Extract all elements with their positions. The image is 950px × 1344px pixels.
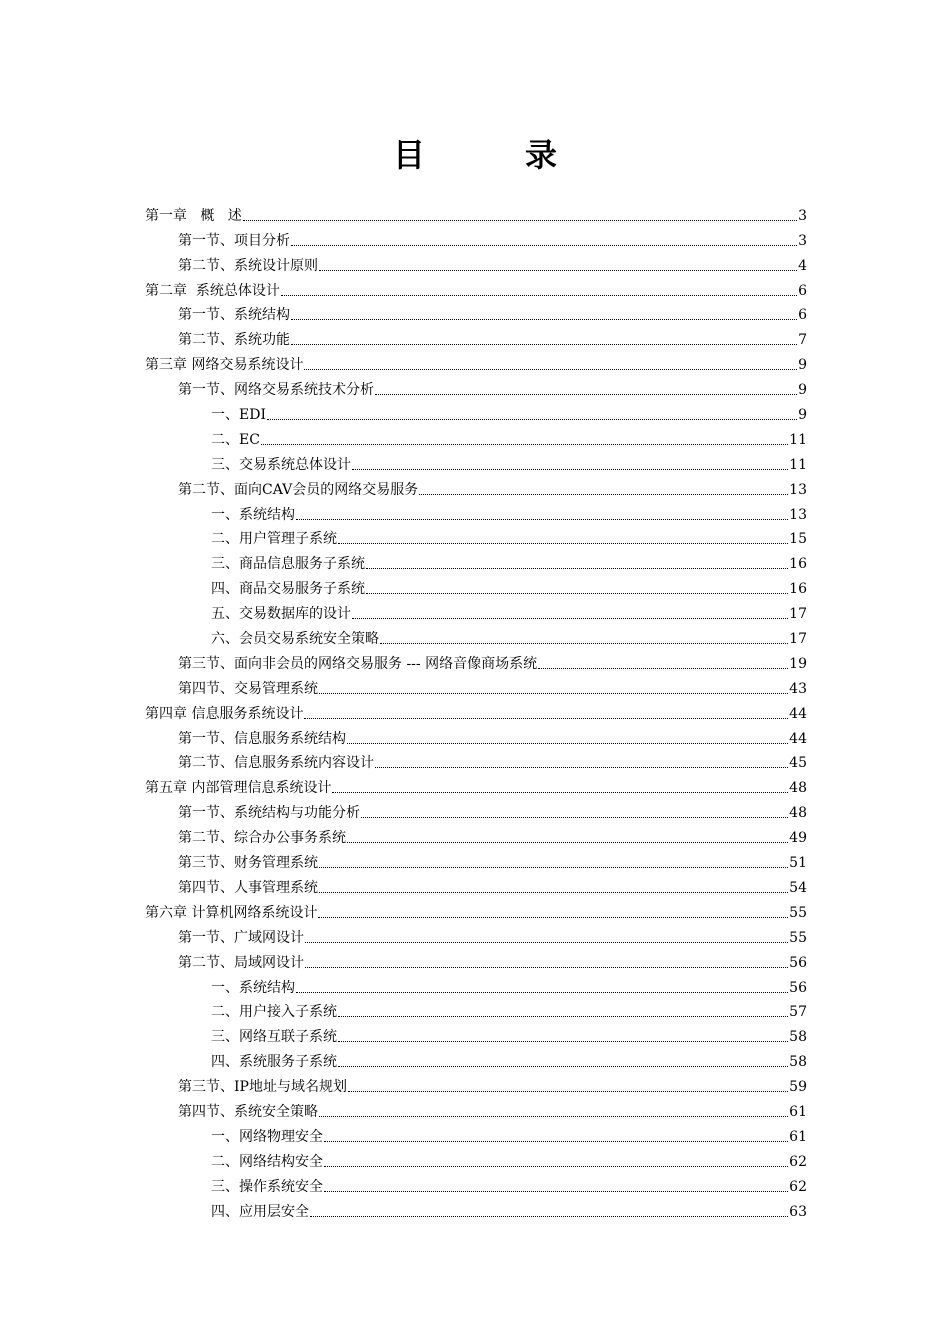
toc-entry-label: 第一节、系统结构与功能分析 bbox=[178, 805, 360, 822]
toc-entry-label: 第三节、财务管理系统 bbox=[178, 855, 318, 872]
toc-entry-label: 第二节、面向CAV会员的网络交易服务 bbox=[178, 481, 419, 498]
toc-dot-leader bbox=[352, 618, 788, 619]
toc-entry[interactable] bbox=[145, 1196, 807, 1221]
toc-entry[interactable] bbox=[145, 897, 807, 922]
toc-entry[interactable] bbox=[145, 1071, 807, 1096]
toc-dot-leader bbox=[380, 643, 788, 644]
toc-dot-leader bbox=[296, 992, 788, 993]
toc-dot-leader bbox=[318, 917, 788, 918]
toc-entry-page-number: 56 bbox=[789, 954, 807, 971]
toc-entry-label: 第二节、信息服务系统内容设计 bbox=[178, 755, 374, 772]
toc-entry-page-number: 7 bbox=[798, 332, 807, 349]
toc-dot-leader bbox=[319, 1116, 788, 1117]
toc-entry-page-number: 62 bbox=[789, 1178, 807, 1195]
toc-entry-page-number: 56 bbox=[789, 979, 807, 996]
toc-entry-page-number: 58 bbox=[789, 1029, 807, 1046]
toc-entry-page-number: 59 bbox=[789, 1079, 807, 1096]
toc-entry[interactable] bbox=[145, 548, 807, 573]
toc-dot-leader bbox=[319, 693, 788, 694]
toc-entry-label: 四、系统服务子系统 bbox=[211, 1054, 337, 1071]
toc-dot-leader bbox=[304, 369, 797, 370]
toc-entry-page-number: 6 bbox=[798, 307, 807, 324]
toc-entry-label: 第四节、交易管理系统 bbox=[178, 680, 318, 697]
toc-entry[interactable] bbox=[145, 648, 807, 673]
toc-entry[interactable] bbox=[145, 474, 807, 499]
toc-dot-leader bbox=[375, 394, 797, 395]
toc-dot-leader bbox=[296, 519, 788, 520]
toc-entry-page-number: 9 bbox=[798, 357, 807, 374]
toc-entry[interactable] bbox=[145, 922, 807, 947]
toc-entry[interactable] bbox=[145, 972, 807, 997]
toc-entry-page-number: 61 bbox=[789, 1128, 807, 1145]
toc-entry[interactable] bbox=[145, 947, 807, 972]
toc-entry[interactable] bbox=[145, 524, 807, 549]
toc-dot-leader bbox=[375, 767, 788, 768]
toc-entry-label: 三、交易系统总体设计 bbox=[211, 456, 351, 473]
table-of-contents bbox=[145, 200, 807, 1221]
toc-entry-label: 二、用户管理子系统 bbox=[211, 531, 337, 548]
page-title bbox=[0, 128, 950, 178]
toc-entry-page-number: 13 bbox=[789, 481, 807, 498]
toc-entry-label: 二、EC bbox=[211, 431, 260, 448]
toc-dot-leader bbox=[348, 1091, 788, 1092]
toc-dot-leader bbox=[419, 494, 788, 495]
toc-entry-label: 六、会员交易系统安全策略 bbox=[211, 631, 379, 648]
toc-entry[interactable] bbox=[145, 1171, 807, 1196]
toc-entry[interactable] bbox=[145, 200, 807, 225]
toc-entry[interactable] bbox=[145, 499, 807, 524]
toc-entry-page-number: 45 bbox=[789, 755, 807, 772]
toc-dot-leader bbox=[324, 1141, 788, 1142]
toc-dot-leader bbox=[243, 220, 797, 221]
title-char-1: 目 bbox=[392, 136, 425, 174]
toc-dot-leader bbox=[319, 270, 797, 271]
toc-entry-page-number: 48 bbox=[789, 780, 807, 797]
toc-entry-label: 第二节、局域网设计 bbox=[178, 954, 304, 971]
toc-entry-label: 第四节、系统安全策略 bbox=[178, 1103, 318, 1120]
toc-entry-page-number: 9 bbox=[798, 382, 807, 399]
toc-entry-label: 第一章 概 述 bbox=[145, 207, 242, 224]
toc-dot-leader bbox=[305, 942, 788, 943]
toc-entry-label: 三、操作系统安全 bbox=[211, 1178, 323, 1195]
toc-entry-page-number: 17 bbox=[789, 606, 807, 623]
toc-entry-label: 三、网络互联子系统 bbox=[211, 1029, 337, 1046]
toc-entry-page-number: 44 bbox=[789, 705, 807, 722]
toc-entry[interactable] bbox=[145, 623, 807, 648]
toc-entry-page-number: 15 bbox=[789, 531, 807, 548]
toc-entry[interactable] bbox=[145, 573, 807, 598]
toc-entry[interactable] bbox=[145, 847, 807, 872]
toc-entry[interactable] bbox=[145, 1096, 807, 1121]
toc-entry-label: 一、系统结构 bbox=[211, 979, 295, 996]
toc-entry-label: 第一节、网络交易系统技术分析 bbox=[178, 382, 374, 399]
toc-dot-leader bbox=[319, 892, 788, 893]
toc-entry-page-number: 63 bbox=[789, 1203, 807, 1220]
toc-entry[interactable] bbox=[145, 772, 807, 797]
toc-entry-page-number: 49 bbox=[789, 830, 807, 847]
toc-entry[interactable] bbox=[145, 1146, 807, 1171]
toc-dot-leader bbox=[281, 295, 797, 296]
toc-entry[interactable] bbox=[145, 1021, 807, 1046]
toc-dot-leader bbox=[366, 593, 788, 594]
toc-dot-leader bbox=[338, 1066, 788, 1067]
toc-entry-page-number: 11 bbox=[789, 456, 807, 473]
toc-dot-leader bbox=[291, 344, 797, 345]
toc-entry-page-number: 3 bbox=[798, 207, 807, 224]
toc-entry[interactable] bbox=[145, 1121, 807, 1146]
toc-entry-page-number: 51 bbox=[789, 855, 807, 872]
toc-entry-page-number: 9 bbox=[798, 407, 807, 424]
toc-dot-leader bbox=[338, 1016, 788, 1017]
toc-dot-leader bbox=[538, 668, 788, 669]
toc-entry[interactable] bbox=[145, 324, 807, 349]
toc-dot-leader bbox=[291, 245, 797, 246]
toc-entry-label: 三、商品信息服务子系统 bbox=[211, 556, 365, 573]
toc-entry-label: 第三章 网络交易系统设计 bbox=[145, 357, 304, 374]
toc-entry[interactable] bbox=[145, 225, 807, 250]
toc-entry-page-number: 16 bbox=[789, 581, 807, 598]
toc-dot-leader bbox=[324, 1166, 788, 1167]
toc-entry[interactable] bbox=[145, 698, 807, 723]
toc-entry[interactable] bbox=[145, 349, 807, 374]
toc-entry-page-number: 55 bbox=[789, 904, 807, 921]
toc-entry-page-number: 3 bbox=[798, 232, 807, 249]
toc-entry[interactable] bbox=[145, 797, 807, 822]
toc-dot-leader bbox=[352, 469, 788, 470]
toc-entry[interactable] bbox=[145, 374, 807, 399]
toc-entry-label: 二、用户接入子系统 bbox=[211, 1004, 337, 1021]
toc-entry-label: 第一节、系统结构 bbox=[178, 307, 290, 324]
toc-entry-label: 一、网络物理安全 bbox=[211, 1128, 323, 1145]
toc-entry-page-number: 58 bbox=[789, 1054, 807, 1071]
toc-entry-label: 第三节、面向非会员的网络交易服务 --- 网络音像商场系统 bbox=[178, 655, 538, 672]
toc-entry[interactable] bbox=[145, 822, 807, 847]
toc-dot-leader bbox=[366, 568, 788, 569]
toc-entry-page-number: 62 bbox=[789, 1153, 807, 1170]
toc-entry-label: 第一节、信息服务系统结构 bbox=[178, 730, 346, 747]
toc-entry-label: 第三节、IP地址与域名规划 bbox=[178, 1079, 347, 1096]
toc-entry-label: 一、EDI bbox=[211, 407, 266, 424]
toc-entry[interactable] bbox=[145, 424, 807, 449]
toc-entry-label: 第二章 系统总体设计 bbox=[145, 282, 280, 299]
toc-entry-page-number: 61 bbox=[789, 1103, 807, 1120]
toc-entry-label: 第五章 内部管理信息系统设计 bbox=[145, 780, 332, 797]
toc-entry-label: 一、系统结构 bbox=[211, 506, 295, 523]
toc-entry-page-number: 43 bbox=[789, 680, 807, 697]
title-char-2: 录 bbox=[525, 136, 558, 174]
toc-dot-leader bbox=[338, 1041, 788, 1042]
toc-entry-label: 四、商品交易服务子系统 bbox=[211, 581, 365, 598]
toc-entry-page-number: 11 bbox=[789, 431, 807, 448]
toc-dot-leader bbox=[319, 867, 788, 868]
toc-dot-leader bbox=[304, 718, 788, 719]
toc-entry-label: 第一节、项目分析 bbox=[178, 232, 290, 249]
toc-entry-page-number: 16 bbox=[789, 556, 807, 573]
toc-entry-label: 第四章 信息服务系统设计 bbox=[145, 705, 304, 722]
toc-dot-leader bbox=[347, 743, 788, 744]
toc-dot-leader bbox=[332, 792, 788, 793]
toc-dot-leader bbox=[291, 319, 797, 320]
toc-entry[interactable] bbox=[145, 872, 807, 897]
toc-entry-label: 第二节、综合办公事务系统 bbox=[178, 830, 346, 847]
toc-entry[interactable] bbox=[145, 748, 807, 773]
toc-entry[interactable] bbox=[145, 1046, 807, 1071]
toc-dot-leader bbox=[310, 1216, 788, 1217]
toc-dot-leader bbox=[261, 444, 788, 445]
toc-entry[interactable] bbox=[145, 997, 807, 1022]
toc-entry[interactable] bbox=[145, 399, 807, 424]
toc-entry-label: 第六章 计算机网络系统设计 bbox=[145, 904, 318, 921]
toc-entry-page-number: 48 bbox=[789, 805, 807, 822]
toc-entry-page-number: 13 bbox=[789, 506, 807, 523]
toc-entry-page-number: 55 bbox=[789, 929, 807, 946]
toc-entry-label: 第四节、人事管理系统 bbox=[178, 879, 318, 896]
toc-entry-page-number: 6 bbox=[798, 282, 807, 299]
toc-entry-page-number: 44 bbox=[789, 730, 807, 747]
toc-entry-label: 五、交易数据库的设计 bbox=[211, 606, 351, 623]
toc-entry-page-number: 17 bbox=[789, 631, 807, 648]
toc-dot-leader bbox=[361, 817, 788, 818]
toc-entry-page-number: 54 bbox=[789, 879, 807, 896]
toc-entry[interactable] bbox=[145, 300, 807, 325]
toc-entry-label: 第二节、系统设计原则 bbox=[178, 257, 318, 274]
toc-entry[interactable] bbox=[145, 598, 807, 623]
toc-entry[interactable] bbox=[145, 275, 807, 300]
toc-entry-label: 第二节、系统功能 bbox=[178, 332, 290, 349]
toc-entry-page-number: 19 bbox=[789, 655, 807, 672]
toc-dot-leader bbox=[305, 967, 788, 968]
toc-dot-leader bbox=[347, 842, 788, 843]
toc-entry-label: 二、网络结构安全 bbox=[211, 1153, 323, 1170]
toc-entry[interactable] bbox=[145, 250, 807, 275]
toc-entry[interactable] bbox=[145, 449, 807, 474]
toc-entry-page-number: 4 bbox=[798, 257, 807, 274]
toc-entry[interactable] bbox=[145, 673, 807, 698]
toc-dot-leader bbox=[324, 1191, 788, 1192]
toc-entry[interactable] bbox=[145, 723, 807, 748]
toc-dot-leader bbox=[267, 419, 797, 420]
toc-entry-page-number: 57 bbox=[789, 1004, 807, 1021]
toc-entry-label: 第一节、广域网设计 bbox=[178, 929, 304, 946]
toc-dot-leader bbox=[338, 543, 788, 544]
toc-entry-label: 四、应用层安全 bbox=[211, 1203, 309, 1220]
